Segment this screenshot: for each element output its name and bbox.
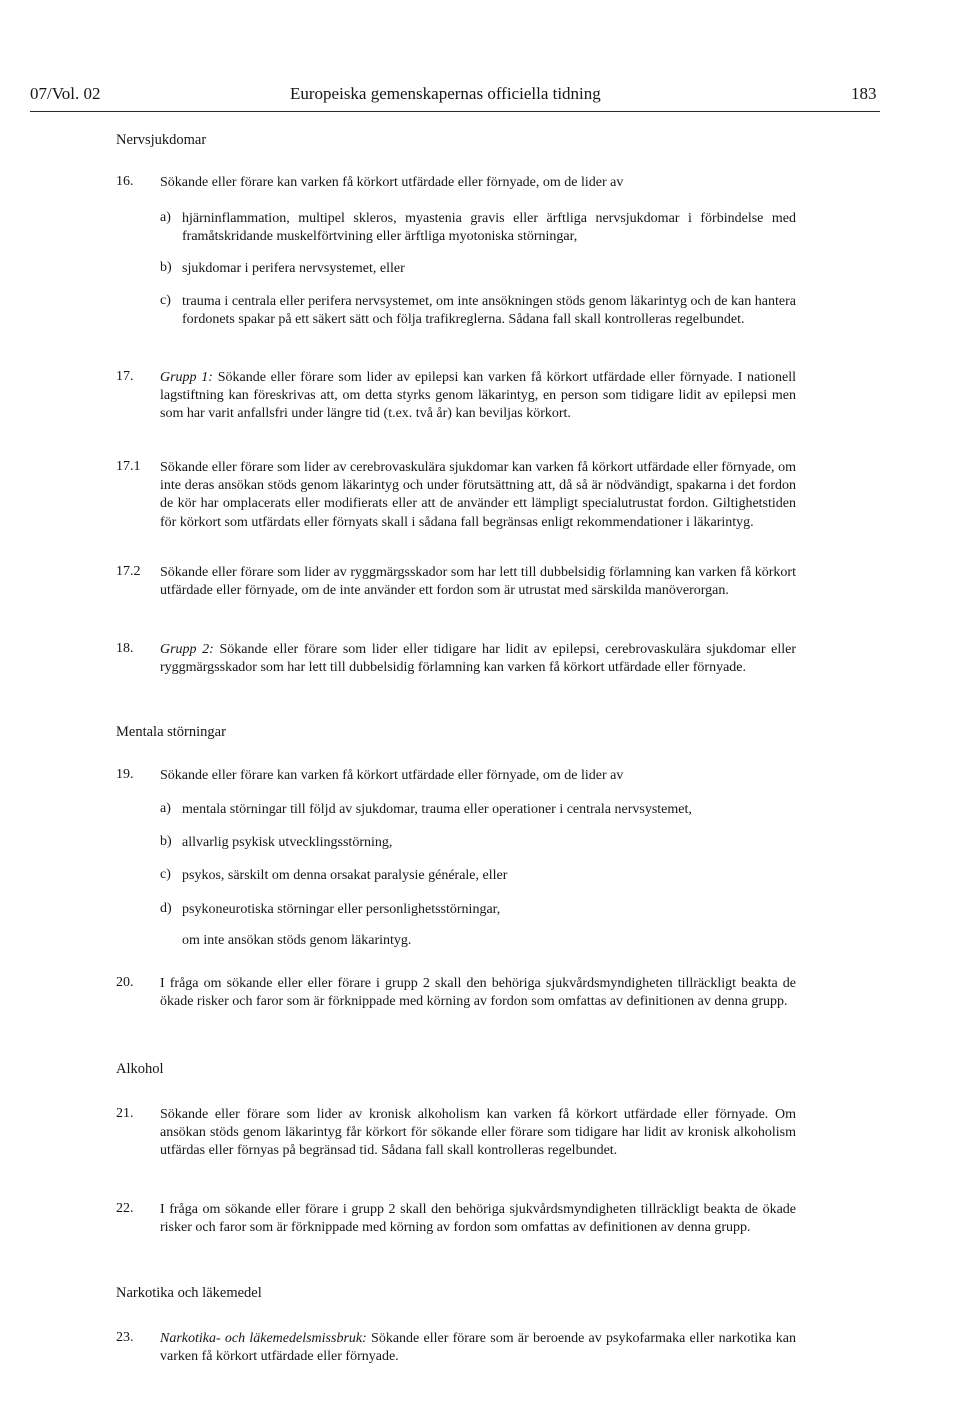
paragraph-20-text: I fråga om sökande eller eller förare i grupp 2 skall den behöriga sjukvårdsmyndigheten tillräckligt beakta de ökade risker och faror som är förknippade med körning av fordon som omfattas av definitionen av denna grupp.	[160, 976, 796, 1010]
paragraph-23	[160, 1330, 796, 1366]
paragraph-23-text: Sökande eller förare som är beroende av psykofarmaka eller narkotika kan varken få körkort utfärdade eller förnyade.	[160, 1331, 796, 1365]
item-label-19a: a)	[160, 801, 171, 816]
paragraph-number-23: 23.	[116, 1330, 134, 1345]
item-label-19d: d)	[160, 901, 172, 916]
paragraph-17	[160, 369, 796, 424]
paragraph-number-17: 17.	[116, 369, 134, 384]
item-19b-text: allvarlig psykisk utvecklingsstörning,	[182, 835, 393, 850]
paragraph-17-2-text: Sökande eller förare som lider av ryggmärgsskador som har lett till dubbelsidig förlamning kan varken få körkort utfärdade eller förnyade, om de inte använder ett fordon som är utrustat med särskilda manöverorgan.	[160, 565, 796, 599]
section-heading-mentala: Mentala störningar	[116, 724, 226, 740]
paragraph-number-17-1: 17.1	[116, 459, 141, 474]
item-label-16b: b)	[160, 260, 172, 275]
section-heading-nervsjukdomar: Nervsjukdomar	[116, 132, 207, 148]
group-2-label: Grupp 2:	[160, 642, 214, 657]
item-16a-text: hjärninflammation, multipel skleros, myastenia gravis eller ärftliga nervsjukdomar i förbindelse med framåtskridande muskelförtvining eller ärftliga myotoniska störningar,	[182, 211, 796, 245]
item-label-19c: c)	[160, 867, 171, 882]
paragraph-19-intro: Sökande eller förare kan varken få körkort utfärdade eller förnyade, om de lider av	[160, 768, 624, 783]
item-19c-text: psykos, särskilt om denna orsakat paralysie générale, eller	[182, 868, 508, 883]
paragraph-number-19: 19.	[116, 767, 134, 782]
item-19a-text: mentala störningar till följd av sjukdomar, trauma eller operationer i centrala nervsystemet,	[182, 802, 692, 817]
item-label-16c: c)	[160, 293, 171, 308]
item-16b-text: sjukdomar i perifera nervsystemet, eller	[182, 261, 405, 276]
item-label-16a: a)	[160, 210, 171, 225]
drug-misuse-label: Narkotika- och läkemedelsmissbruk:	[160, 1331, 367, 1346]
paragraph-17-1-text: Sökande eller förare som lider av cerebrovaskulära sjukdomar kan varken få körkort utfärdade eller förnyade, om inte deras ansökan stöds genom läkarintyg och under förutsättning att, då så är nödvändigt, spakarna i det fordon de kör har omplacerats eller modifierats eller att de använder ett lämpligt specialutrustat fordon. Giltighetstiden för körkort som utfärdats eller förnyats skall i sådana fall begränsas enligt rekommendationer i läkarintyg.	[160, 460, 796, 530]
paragraph-number-21: 21.	[116, 1106, 134, 1121]
item-19d-text: psykoneurotiska störningar eller personlighetsstörningar,	[182, 902, 501, 917]
paragraph-21-text: Sökande eller förare som lider av kronisk alkoholism kan varken få körkort utfärdade eller förnyade. Om ansökan stöds genom läkarintyg får körkort för sökande eller förare som tidigare har lidit av kronisk alkoholism utfärdas eller förnyas på begränsad tid. Sådana fall skall kontrolleras regelbundet.	[160, 1107, 796, 1159]
header-rule	[30, 111, 880, 112]
paragraph-16-intro: Sökande eller förare kan varken få körkort utfärdade eller förnyade, om de lider av	[160, 175, 624, 190]
group-1-label: Grupp 1:	[160, 370, 213, 385]
paragraph-number-18: 18.	[116, 641, 134, 656]
paragraph-22-text: I fråga om sökande eller förare i grupp 2 skall den behöriga sjukvårdsmyndigheten tillräckligt beakta de ökade risker och faror som är förknippade med körning av fordon som omfattas av definitionen av denna grupp.	[160, 1202, 796, 1236]
item-label-19b: b)	[160, 834, 172, 849]
paragraph-19-tail: om inte ansökan stöds genom läkarintyg.	[182, 933, 412, 948]
page-header-title: Europeiska gemenskapernas officiella tidning	[290, 84, 601, 103]
paragraph-number-16: 16.	[116, 174, 134, 189]
paragraph-18-text: Sökande eller förare som lider eller tidigare har lidit av epilepsi, cerebrovaskulära sjukdomar eller ryggmärgsskador som har lett till dubbelsidig förlamning kan varken få körkort utfärdade eller förnyade.	[160, 642, 796, 676]
paragraph-18	[160, 641, 796, 677]
section-heading-narkotika: Narkotika och läkemedel	[116, 1285, 262, 1301]
page-header-volume: 07/Vol. 02	[30, 84, 101, 103]
paragraph-17-text: Sökande eller förare som lider av epilepsi kan varken få körkort utfärdade eller förnyade. I nationell lagstiftning kan föreskrivas att, om detta styrks genom läkarintyg, en person som tidigare lidit av epilepsi men som har varit anfallsfri under längre tid (t.ex. två år) kan beviljas körkort.	[160, 370, 796, 422]
section-heading-alkohol: Alkohol	[116, 1061, 164, 1077]
paragraph-number-22: 22.	[116, 1201, 134, 1216]
item-16c-text: trauma i centrala eller perifera nervsystemet, om inte ansökningen stöds genom läkarintyg och de kan hantera fordonets spakar på ett säkert sätt och följa trafikreglerna. Sådana fall skall kontrolleras regelbundet.	[182, 294, 796, 328]
page-number: 183	[851, 84, 877, 103]
paragraph-number-17-2: 17.2	[116, 564, 141, 579]
paragraph-number-20: 20.	[116, 975, 134, 990]
